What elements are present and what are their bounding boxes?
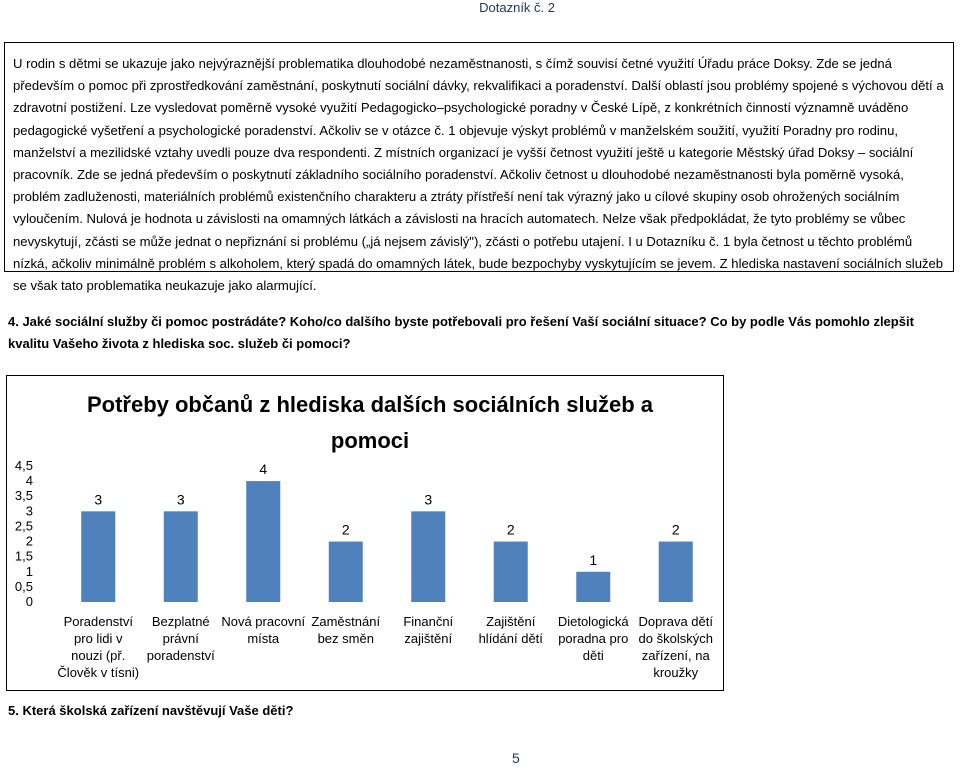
x-category-label: pro lidi v xyxy=(74,631,123,646)
chart-title-line: Potřeby občanů z hlediska dalších sociálních služeb a xyxy=(86,392,654,417)
x-category-label: Doprava dětí xyxy=(638,614,713,629)
bar xyxy=(411,511,445,602)
x-category-label: zařízení, na xyxy=(641,648,710,663)
y-tick-label: 1 xyxy=(25,563,33,579)
x-category-label: zajištění xyxy=(404,631,453,646)
x-category-label: Finanční xyxy=(403,614,454,629)
data-label: 3 xyxy=(94,491,103,508)
x-category-label: Zaměstnání xyxy=(311,614,381,629)
data-label: 4 xyxy=(259,461,268,478)
x-category-label: poradenství xyxy=(146,648,215,663)
x-category-label: místa xyxy=(247,631,280,646)
x-category-label: hlídání dětí xyxy=(478,631,543,646)
bar xyxy=(246,481,280,602)
y-tick-label: 1,5 xyxy=(14,548,33,564)
y-tick-label: 3 xyxy=(25,503,33,519)
bar xyxy=(659,542,693,602)
data-label: 3 xyxy=(424,491,433,508)
y-tick-label: 3,5 xyxy=(14,488,33,504)
y-tick-label: 4 xyxy=(25,473,33,489)
y-tick-label: 2 xyxy=(25,533,33,549)
data-label: 3 xyxy=(176,491,185,508)
data-label: 2 xyxy=(671,521,680,538)
summary-text-box xyxy=(4,42,954,294)
x-category-label: do školských xyxy=(638,631,713,646)
x-category-label: Člověk v tísni) xyxy=(57,665,140,680)
y-tick-label: 0 xyxy=(25,594,33,609)
bar xyxy=(329,542,363,602)
question-4-heading: 4. Jaké sociální služby či pomoc postrádáte? Koho/co dalšího byste potřebovali pro řešení Vaší sociální situace? Co by podle Vás pomohlo zlepšit kvalitu Vašeho života z hlediska soc. služeb či pomoci? xyxy=(8,314,914,351)
x-category-label: Zajištění xyxy=(486,614,536,629)
summary-paragraph: U rodin s dětmi se ukazuje jako nejvýraznější problematika dlouhodobé nezaměstnanosti, s čímž souvisí četné využití Úřadu práce Doksy. Zde se jedná především o pomoc při zprostředkování zaměstnání, poskytnutí sociální dávky, rekvalifikaci a poradenství. Další oblastí jsou problémy spojené s výchovou dětí a zdravotní postižení. Lze vysledovat poměrně vysoké využití Pedagogicko–psychologické poradny v České Lípě, z konkrétních činností významně uváděno pedagogické vyšetření a psychologické poradenství. Ačkoliv se v otázce č. 1 objevuje výskyt problémů v manželském soužití, využití Poradny pro rodinu, manželství a mezilidské vztahy uvedli pouze dva respondenti. Z místních organizací je vyšší četnost využití ještě u kategorie Městský úřad Doksy – sociální pracovník. Zde se jedná především o poskytnutí základního sociálního poradenství. Ačkoliv četnost u dlouhodobé nezaměstnanosti byla poměrně vysoká, problém zadluženosti, materiálních problémů existenčního charakteru a ztráty přístřeší není tak výrazný jako u cílové skupiny osob ohrožených sociálním vyloučením. Nulová je hodnota u závislosti na omamných látkách a závislosti na hracích automatech. Nelze však předpokládat, že tyto problémy se vůbec nevyskytují, zčásti se může jednat o nepřiznání si problému („já nejsem závislý"), zčásti o potřebu utajení. I u Dotazníku č. 1 byla četnost u těchto problémů nízká, ačkoliv minimálně problém s alkoholem, který spadá do omamných látek, bude bezpochyby vyskytujícím se jevem. Z hlediska nastavení sociálních služeb se však tato problematika neukazuje jako alarmující. xyxy=(13,56,944,294)
y-tick-label: 0,5 xyxy=(14,578,33,594)
y-tick-label: 4,5 xyxy=(14,458,33,473)
document-header: Dotazník č. 2 xyxy=(479,0,555,15)
question-5-heading: 5. Která školská zařízení navštěvují Vaše děti? xyxy=(8,703,294,718)
bar xyxy=(81,511,115,602)
x-category-label: Poradenství xyxy=(63,614,133,629)
bar xyxy=(576,572,610,602)
data-label: 2 xyxy=(341,521,350,538)
x-category-label: bez směn xyxy=(317,631,374,646)
data-label: 2 xyxy=(506,521,515,538)
data-label: 1 xyxy=(589,551,598,568)
bar-chart xyxy=(7,376,723,690)
x-category-label: děti xyxy=(582,648,604,663)
x-category-label: nouzi (př. xyxy=(71,648,126,663)
x-category-label: kroužky xyxy=(653,665,699,680)
y-tick-label: 2,5 xyxy=(14,518,33,534)
chart-container xyxy=(6,375,724,691)
chart-title-line: pomoci xyxy=(330,428,410,453)
bar xyxy=(494,542,528,602)
x-category-label: Dietologická xyxy=(557,614,629,629)
x-category-label: poradna pro xyxy=(558,631,629,646)
bar xyxy=(164,511,198,602)
x-category-label: Bezplatné xyxy=(151,614,210,629)
x-category-label: právní xyxy=(162,631,199,646)
page-number: 5 xyxy=(512,750,520,766)
x-category-label: Nová pracovní xyxy=(221,614,306,629)
